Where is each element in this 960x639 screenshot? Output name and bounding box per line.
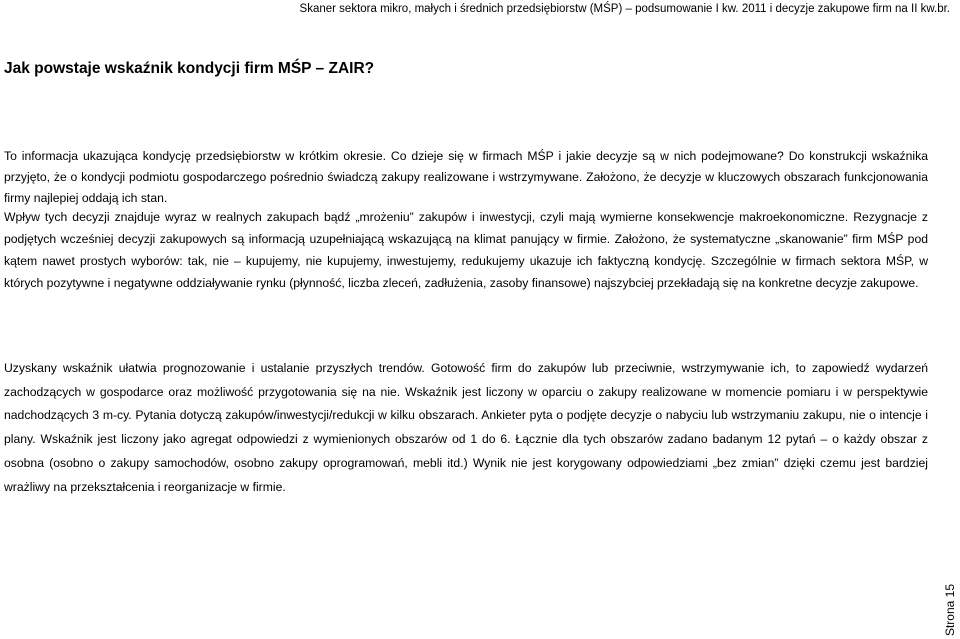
page-number: Strona 15 — [943, 583, 957, 636]
running-header: Skaner sektora mikro, małych i średnich przedsiębiorstw (MŚP) – podsumowanie I kw. 2011 i decyzje zakupowe firm na II kw.br. — [299, 3, 950, 15]
document-title: Jak powstaje wskaźnik kondycji firm MŚP – ZAIR? — [4, 60, 375, 77]
paragraph-intro: To informacja ukazująca kondycję przedsiębiorstw w krótkim okresie. Co dzieje się w firmach MŚP i jakie decyzje są w nich podejmowane? Do konstrukcji wskaźnika przyjęto, że o kondycji podmiotu gospodarczego pośrednio świadczą zakupy realizowane i wstrzymywane. Założono, że decyzje w kluczowych obszarach funkcjonowania firmy najlepiej oddają ich stan. — [4, 149, 928, 205]
paragraph-method: Uzyskany wskaźnik ułatwia prognozowanie i ustalanie przyszłych trendów. Gotowość firm do zakupów lub przeciwnie, wstrzymywanie ich, to zapowiedź wydarzeń zachodzących w gospodarce oraz możliwość przygotowania się na nie. Wskaźnik jest liczony w oparciu o zakupy realizowane w momencie pomiaru i w perspektywie nadchodzących 3 m-cy. Pytania dotyczą zakupów/inwestycji/redukcji w kilku obszarach. Ankieter pyta o podjęte decyzje o nabyciu lub wstrzymaniu zakupu, nie o intencje i plany. Wskaźnik jest liczony jako agregat odpowiedzi z wymienionych obszarów od 1 do 6. Łącznie dla tych obszarów zadano badanym 12 pytań – o każdy obszar z osobna (osobno o zakupy samochodów, osobno zakupy oprogramowań, mebli itd.) Wynik nie jest korygowany odpowiedziami „bez zmian” dzięki czemu jest bardziej wrażliwy na przekształcenia i reorganizacje w firmie. — [4, 361, 928, 494]
paragraph-impact: Wpływ tych decyzji znajduje wyraz w realnych zakupach bądź „mrożeniu” zakupów i inwestycji, czyli mają wymierne konsekwencje makroekonomiczne. Rezygnacje z podjętych wcześniej decyzji zakupowych są informacją uzupełniającą wskazującą na klimat panujący w firmie. Założono, że systematyczne „skanowanie” firm MŚP pod kątem nawet prostych wyborów: tak, nie – kupujemy, nie kupujemy, inwestujemy, redukujemy ukazuje ich faktyczną kondycję. Szczególnie w firmach sektora MŚP, w których pozytywne i negatywne oddziaływanie rynku (płynność, liczba zleceń, zadłużenia, zasoby finansowe) najszybciej przekładają się na konkretne decyzje zakupowe. — [4, 210, 928, 290]
